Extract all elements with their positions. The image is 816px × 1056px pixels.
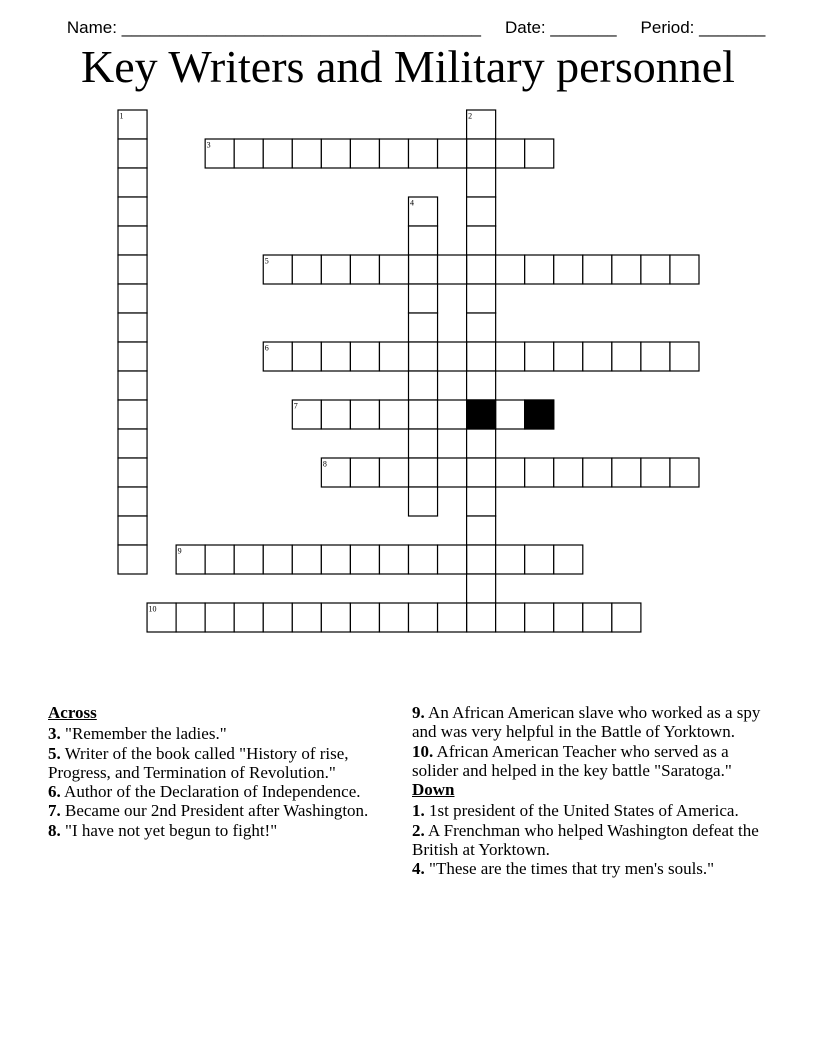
grid-cell[interactable]: [409, 487, 438, 516]
across-clue-list: [48, 724, 378, 840]
grid-cell[interactable]: [350, 139, 379, 168]
grid-cell[interactable]: [525, 139, 554, 168]
grid-cell[interactable]: [118, 516, 147, 545]
clue-number-7: 7: [293, 401, 298, 411]
grid-cell[interactable]: [670, 255, 699, 284]
grid-cell[interactable]: [118, 458, 147, 487]
grid-cell[interactable]: [438, 603, 467, 632]
grid-cell[interactable]: [525, 342, 554, 371]
across-clue-list-continued: [412, 703, 762, 780]
clue-number-5: 5: [264, 256, 269, 266]
grid-cell[interactable]: [496, 400, 525, 429]
grid-cell[interactable]: [321, 603, 350, 632]
grid-cell[interactable]: [467, 255, 496, 284]
grid-cell[interactable]: [292, 603, 321, 632]
grid-cell[interactable]: [409, 429, 438, 458]
grid-cell[interactable]: [118, 487, 147, 516]
grid-cell[interactable]: [467, 371, 496, 400]
grid-cell[interactable]: [467, 574, 496, 603]
grid-cell[interactable]: [496, 603, 525, 632]
grid-cell[interactable]: [379, 139, 408, 168]
clue-text: 1st president of the United States of America.: [424, 801, 739, 821]
grid-cell[interactable]: [118, 197, 147, 226]
grid-cell[interactable]: [641, 255, 670, 284]
grid-cell[interactable]: [438, 342, 467, 371]
clue-number: 2.: [412, 820, 425, 840]
clue-number-3: 3: [206, 140, 211, 150]
across-clue: [48, 821, 378, 840]
grid-cell[interactable]: [525, 458, 554, 487]
grid-cell[interactable]: [438, 255, 467, 284]
page-title: Key Writers and Military personnel: [81, 41, 735, 92]
black-square: [467, 400, 496, 429]
down-clue-list: [412, 801, 762, 878]
down-clue: [412, 801, 762, 820]
grid-cell[interactable]: [292, 139, 321, 168]
clue-number: 10.: [412, 741, 434, 761]
grid-cell[interactable]: [438, 139, 467, 168]
grid-cell[interactable]: [350, 255, 379, 284]
grid-cell[interactable]: [350, 603, 379, 632]
across-clue: [48, 724, 378, 743]
grid-cell[interactable]: [409, 284, 438, 313]
clue-text: African American Teacher who served as a solider and helped in the key battle "Saratoga.": [412, 741, 732, 780]
grid-cell[interactable]: [379, 545, 408, 574]
grid-cell[interactable]: [379, 342, 408, 371]
grid-cell[interactable]: [350, 458, 379, 487]
grid-cell[interactable]: [321, 255, 350, 284]
grid-cell[interactable]: [467, 226, 496, 255]
clue-number-2: 2: [468, 111, 473, 121]
grid-cell[interactable]: [321, 342, 350, 371]
grid-cell[interactable]: [554, 342, 583, 371]
grid-cell[interactable]: [641, 342, 670, 371]
grid-cell[interactable]: [234, 545, 263, 574]
clue-number-9: 9: [177, 546, 182, 556]
grid-cell[interactable]: [525, 545, 554, 574]
clue-number: 1.: [412, 801, 425, 821]
clue-number-6: 6: [264, 343, 269, 353]
clue-number: 4.: [412, 859, 425, 879]
clues-column-left: [48, 703, 378, 840]
grid-cell[interactable]: [496, 545, 525, 574]
period-field[interactable]: Period: _______: [640, 18, 766, 37]
clue-number: 9.: [412, 703, 425, 722]
grid-cell[interactable]: [554, 545, 583, 574]
grid-cell[interactable]: [496, 458, 525, 487]
grid-cell[interactable]: [467, 168, 496, 197]
grid-cell[interactable]: [612, 342, 641, 371]
clues-column-right: [412, 703, 762, 879]
grid-cell[interactable]: [409, 226, 438, 255]
clue-text: Author of the Declaration of Independence.: [60, 782, 361, 802]
clue-number: 7.: [48, 801, 61, 821]
grid-cell[interactable]: [554, 458, 583, 487]
grid-cell[interactable]: [467, 313, 496, 342]
across-clue: [48, 782, 378, 801]
clue-number: 3.: [48, 724, 61, 744]
across-clue: [412, 703, 762, 742]
grid-cell[interactable]: [118, 342, 147, 371]
grid-cell[interactable]: [350, 400, 379, 429]
clue-number: 5.: [48, 743, 61, 763]
grid-cell[interactable]: [554, 603, 583, 632]
grid-cell[interactable]: [118, 371, 147, 400]
grid-cell[interactable]: [379, 400, 408, 429]
grid-cell[interactable]: [379, 458, 408, 487]
grid-cell[interactable]: [118, 139, 147, 168]
clue-number-4: 4: [410, 198, 414, 208]
clue-number-1: 1: [119, 111, 124, 121]
grid-cell[interactable]: [118, 400, 147, 429]
grid-cell[interactable]: [583, 458, 612, 487]
grid-cell[interactable]: [641, 458, 670, 487]
clue-text: "Remember the ladies.": [60, 724, 227, 744]
grid-cell[interactable]: [525, 255, 554, 284]
grid-cell[interactable]: [234, 139, 263, 168]
grid-cell[interactable]: [205, 545, 234, 574]
grid-cell[interactable]: [118, 226, 147, 255]
grid-cell[interactable]: [612, 458, 641, 487]
grid-cell[interactable]: [118, 255, 147, 284]
grid-cell[interactable]: [118, 284, 147, 313]
grid-cell[interactable]: [118, 429, 147, 458]
grid-cell[interactable]: [438, 400, 467, 429]
grid-cell[interactable]: [409, 371, 438, 400]
across-clue: [48, 744, 378, 783]
grid-cell[interactable]: [321, 139, 350, 168]
grid-cell[interactable]: [350, 545, 379, 574]
grid-cell[interactable]: [496, 342, 525, 371]
clue-text: "These are the times that try men's souls.": [424, 859, 715, 879]
grid-cell[interactable]: [467, 545, 496, 574]
across-clue: [412, 742, 762, 781]
grid-cell[interactable]: [467, 284, 496, 313]
grid-cell[interactable]: [670, 458, 699, 487]
clue-number: 6.: [48, 782, 61, 802]
grid-cell[interactable]: [467, 603, 496, 632]
grid-cell[interactable]: [438, 458, 467, 487]
grid-cell[interactable]: [467, 516, 496, 545]
grid-cell[interactable]: [205, 603, 234, 632]
grid-cell[interactable]: [612, 603, 641, 632]
grid-cell[interactable]: [496, 255, 525, 284]
grid-cell[interactable]: [612, 255, 641, 284]
clue-text: A Frenchman who helped Washington defeat the British at Yorktown.: [412, 820, 759, 860]
grid-cell[interactable]: [467, 139, 496, 168]
grid-cell[interactable]: [263, 545, 292, 574]
grid-cell[interactable]: [321, 400, 350, 429]
grid-cell[interactable]: [118, 168, 147, 197]
clue-number-8: 8: [322, 459, 327, 469]
clue-text: An African American slave who worked as a spy and was very helpful in the Battle of Yorktown.: [412, 703, 761, 742]
grid-cell[interactable]: [409, 342, 438, 371]
grid-cell[interactable]: [409, 313, 438, 342]
down-clue: [412, 821, 762, 860]
clue-number-10: 10: [148, 604, 157, 614]
grid-cell[interactable]: [525, 603, 554, 632]
grid-cell[interactable]: [670, 342, 699, 371]
grid-cell[interactable]: [292, 342, 321, 371]
clue-text: Writer of the book called "History of rise, Progress, and Termination of Revolution.": [48, 743, 349, 782]
across-clue: [48, 801, 378, 820]
down-heading: Down: [412, 780, 455, 800]
clue-text: Became our 2nd President after Washington.: [60, 801, 369, 821]
name-field[interactable]: Name: ______________________________________: [66, 18, 481, 37]
clue-text: "I have not yet begun to fight!": [60, 820, 278, 840]
grid-cell[interactable]: [263, 139, 292, 168]
grid-cell[interactable]: [467, 487, 496, 516]
grid-cell[interactable]: [379, 255, 408, 284]
grid-cell[interactable]: [409, 545, 438, 574]
grid-cell[interactable]: [583, 255, 612, 284]
grid-cell[interactable]: [554, 255, 583, 284]
grid-cell[interactable]: [234, 603, 263, 632]
grid-cell[interactable]: [409, 139, 438, 168]
grid-cell[interactable]: [467, 342, 496, 371]
grid-cell[interactable]: [321, 545, 350, 574]
down-clue: [412, 859, 762, 878]
date-field[interactable]: Date: _______: [504, 18, 617, 37]
grid-cell[interactable]: [467, 197, 496, 226]
grid-cell[interactable]: [496, 139, 525, 168]
grid-cell[interactable]: [583, 342, 612, 371]
grid-cell[interactable]: [409, 255, 438, 284]
grid-cell[interactable]: [263, 603, 292, 632]
grid-cell[interactable]: [467, 458, 496, 487]
grid-cell[interactable]: [292, 545, 321, 574]
grid-cell[interactable]: [583, 603, 612, 632]
grid-cell[interactable]: [118, 545, 147, 574]
grid-cell[interactable]: [118, 313, 147, 342]
grid-cell[interactable]: [409, 458, 438, 487]
grid-cell[interactable]: [438, 545, 467, 574]
grid-cell[interactable]: [350, 342, 379, 371]
black-square: [525, 400, 554, 429]
grid-cell[interactable]: [409, 400, 438, 429]
across-heading: Across: [48, 703, 97, 722]
grid-cell[interactable]: [379, 603, 408, 632]
clue-number: 8.: [48, 820, 61, 840]
grid-cell[interactable]: [409, 603, 438, 632]
grid-cell[interactable]: [467, 429, 496, 458]
grid-cell[interactable]: [176, 603, 205, 632]
grid-cell[interactable]: [292, 255, 321, 284]
